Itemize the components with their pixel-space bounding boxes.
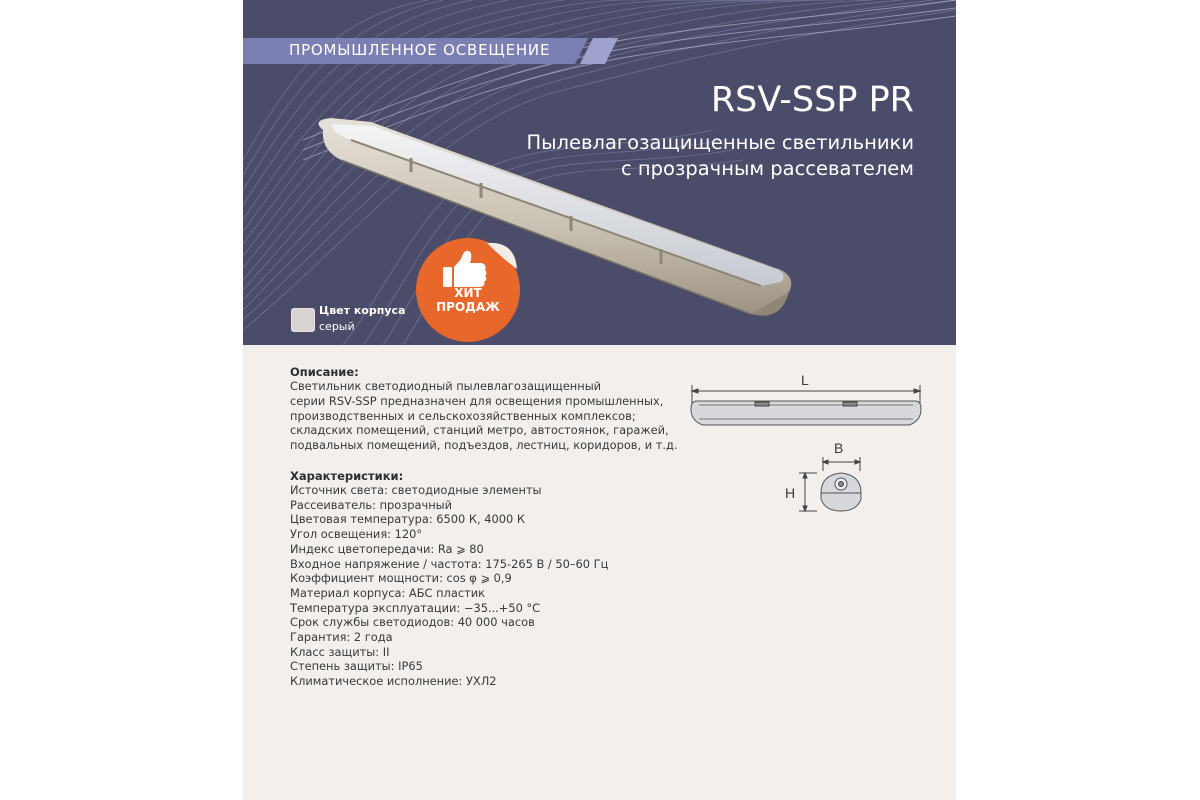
width-label: B (834, 440, 844, 456)
luminaire-image (311, 110, 811, 330)
description-line: производственных и сельскохозяйственных комплексов; (290, 408, 636, 423)
spec-item: Коэффициент мощности: cos φ ⩾ 0,9 (290, 571, 512, 586)
badge-line: ХИТ (454, 286, 482, 300)
category-strip (243, 38, 618, 64)
spec-item: Температура эксплуатации: −35...+50 °С (290, 600, 541, 615)
height-label: H (785, 485, 796, 501)
specs-heading: Характеристики: (290, 469, 404, 483)
length-label: L (801, 372, 809, 388)
spec-item: Источник света: светодиодные элементы (290, 483, 542, 497)
subtitle-line: с прозрачным рассевателем (621, 157, 914, 180)
product-sheet (243, 0, 956, 800)
spec-item: Срок службы светодиодов: 40 000 часов (290, 615, 535, 630)
spec-item: Рассеиватель: прозрачный (290, 497, 453, 512)
specs-list (290, 483, 608, 689)
description-line: подвальных помещений, подъездов, лестниц, коридоров, и т.д. (290, 438, 678, 453)
model-title: RSV-SSP PR (710, 80, 914, 120)
description-heading: Описание: (290, 365, 359, 379)
subtitle-line: Пылевлагозащищенные светильники (526, 131, 914, 154)
spec-item: Гарантия: 2 года (290, 630, 393, 645)
badge-text (415, 286, 521, 314)
spec-item: Входное напряжение / частота: 175-265 В / 50–60 Гц (290, 556, 609, 571)
description-text (290, 379, 678, 453)
spec-item: Цветовая температура: 6500 К, 4000 К (290, 512, 525, 527)
spec-item: Материал корпуса: АБС пластик (290, 585, 486, 600)
body-color-value: серый (319, 320, 355, 333)
spec-item: Индекс цветопередачи: Ra ⩾ 80 (290, 541, 484, 556)
body-color-title: Цвет корпуса (319, 304, 406, 317)
category-label: ПРОМЫШЛЕННОЕ ОСВЕЩЕНИЕ (289, 41, 551, 59)
spec-item: Угол освещения: 120° (290, 527, 423, 542)
spec-item: Класс защиты: II (290, 644, 390, 659)
spec-item: Степень защиты: IP65 (290, 659, 423, 674)
dimension-drawing (683, 365, 933, 525)
badge-line: ПРОДАЖ (436, 300, 500, 314)
spec-item: Климатическое исполнение: УХЛ2 (290, 674, 497, 689)
description-line: серии RSV-SSP предназначен для освещения промышленных, (290, 393, 664, 408)
header-banner (243, 0, 956, 345)
description-line: Светильник светодиодный пылевлагозащищенный (290, 379, 602, 393)
description-line: складских помещений, станций метро, автостоянок, гаражей, (290, 423, 669, 438)
color-swatch (291, 308, 315, 332)
